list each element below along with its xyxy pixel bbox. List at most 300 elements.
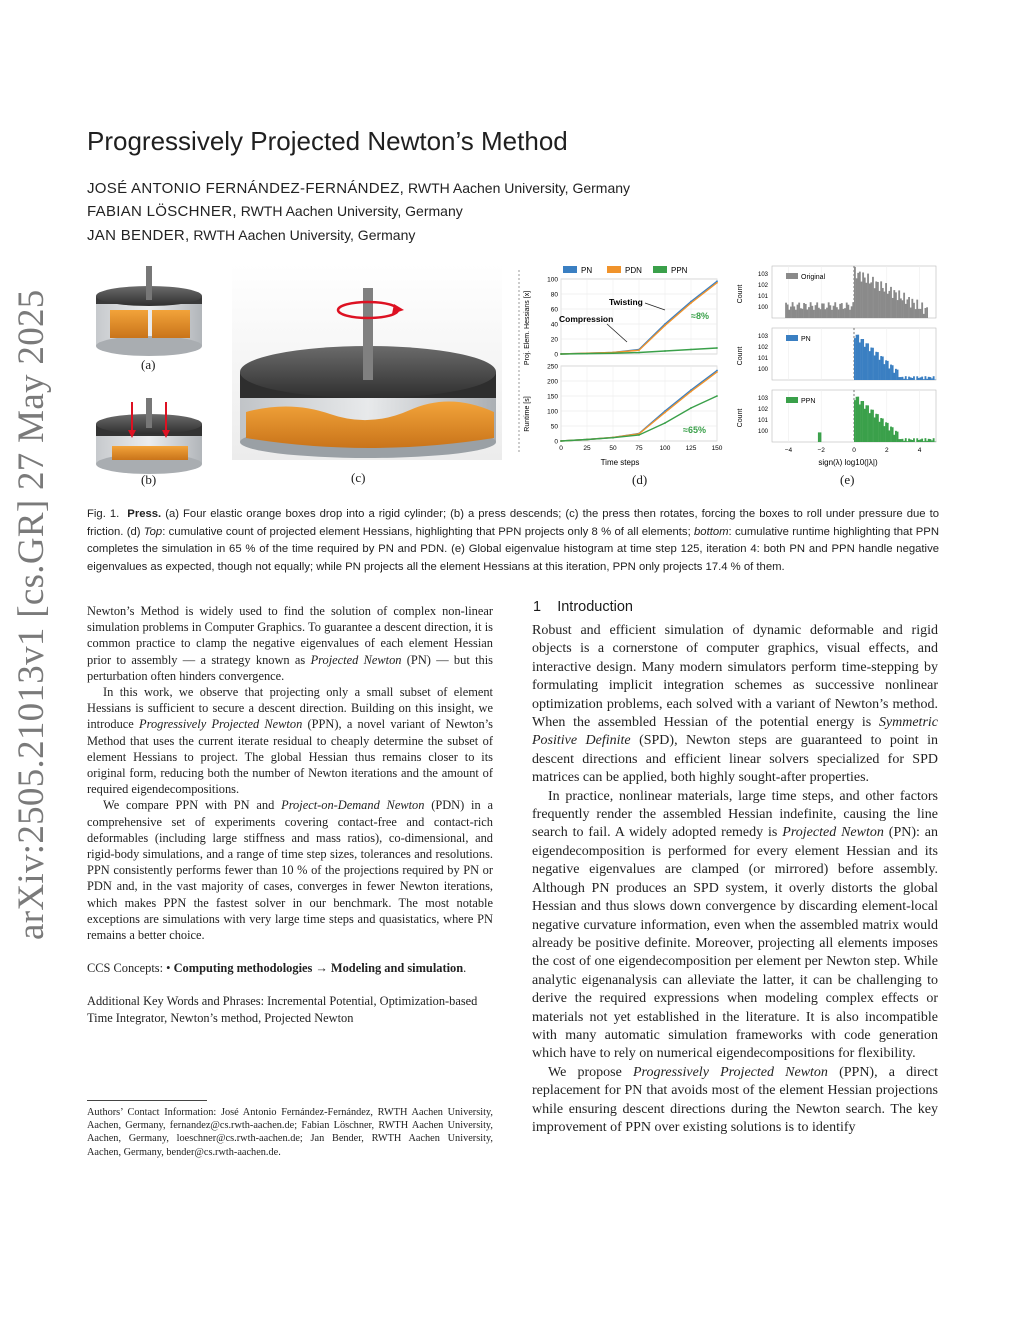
histogram-bar — [890, 427, 892, 442]
text: Newton’s Method is widely used to find the solution of complex non-linear simulation problems in Computer Graphics. To guarantee a descent direction, it is common practice to clamp the negative eigenvalues of each element Hessian prior to assembly — a strategy known as — [87, 604, 493, 667]
histogram-bar — [888, 368, 890, 380]
histogram-bar — [933, 438, 935, 442]
histogram-bar — [874, 355, 876, 380]
text: We compare PPN with PN and — [103, 798, 282, 813]
data-point-ppn — [612, 437, 614, 439]
histogram-bar — [916, 376, 918, 380]
histogram-bar — [798, 303, 800, 318]
y-tick-label: 103 — [757, 272, 768, 278]
y-tick-label: 20 — [550, 336, 558, 344]
histogram-bar — [857, 335, 859, 380]
histogram-bar — [810, 302, 812, 318]
histogram-bar — [915, 309, 917, 318]
histogram-bar — [854, 267, 856, 318]
y-tick-label: 101 — [757, 418, 768, 424]
x-tick-label: 2 — [884, 447, 889, 454]
histogram-bar — [865, 283, 867, 318]
caption-bottom: bottom — [694, 525, 729, 538]
histogram-bar — [921, 377, 923, 380]
histogram-bar — [892, 365, 894, 380]
y-tick-label: 100 — [757, 429, 768, 435]
section-number: 1 — [533, 599, 542, 615]
data-point-ppn — [612, 352, 614, 354]
histogram-bar — [805, 304, 807, 318]
author-name: JAN BENDER, — [87, 227, 190, 244]
section-title: Introduction — [557, 599, 633, 615]
histogram-bar — [923, 379, 925, 380]
y-axis-label: Count — [737, 408, 744, 428]
y-tick-label: 100 — [547, 408, 558, 416]
histogram-bar — [895, 431, 897, 442]
histogram-bar — [869, 413, 871, 442]
histogram-bar — [864, 347, 866, 380]
y-tick-label: 101 — [757, 356, 768, 362]
histogram-bar — [913, 376, 915, 380]
subfigure-label-c: (c) — [351, 470, 366, 485]
histogram-bar — [865, 343, 867, 380]
legend-label-pn: PN — [581, 266, 593, 275]
histogram-bar — [820, 432, 822, 442]
text: CCS Concepts: • — [87, 961, 171, 976]
histogram-bar — [818, 308, 820, 318]
histogram-bar — [910, 308, 912, 318]
histogram-bar — [923, 314, 925, 318]
chart-e — [734, 262, 940, 474]
y-axis-label: Count — [737, 284, 744, 304]
legend-swatch — [786, 335, 798, 341]
histogram-bar — [864, 278, 866, 318]
histogram-bar — [808, 307, 810, 318]
emphasis: Progressively Projected Newton — [139, 717, 303, 732]
histogram-bar — [833, 306, 835, 318]
annotation-twisting: Twisting — [609, 297, 643, 307]
histogram-bar — [887, 423, 889, 442]
histogram-bar — [885, 283, 887, 318]
histogram-bar — [803, 303, 805, 318]
legend-swatch-pdn — [607, 266, 621, 273]
histogram-bar — [888, 430, 890, 442]
footnote-rule — [87, 1100, 207, 1101]
legend-swatch — [786, 397, 798, 403]
histogram-bar — [879, 422, 881, 442]
histogram-bar — [893, 373, 895, 380]
y-tick-label: 103 — [757, 396, 768, 402]
histogram-bar — [918, 309, 920, 318]
histogram-bar — [890, 287, 892, 318]
chart-d — [515, 262, 727, 484]
caption-title: Press. — [127, 508, 162, 520]
data-point-pdn — [664, 325, 666, 327]
author-3 — [87, 227, 415, 244]
author-2 — [87, 203, 463, 220]
data-point-pdn — [690, 302, 692, 304]
chart-d-legend — [563, 266, 688, 275]
author-affiliation: RWTH Aachen University, Germany — [404, 180, 631, 196]
emphasis: Project-on-Demand Newton — [281, 798, 425, 813]
data-point-pdn — [716, 371, 718, 373]
histogram-bar — [906, 379, 908, 380]
histogram-bar — [874, 288, 876, 318]
render-a — [96, 266, 202, 356]
chart-e-panels — [737, 266, 936, 454]
histogram-bar — [846, 303, 848, 318]
figure-caption — [87, 506, 939, 576]
histogram-bar — [885, 360, 887, 380]
chart-d-xlabel: Time steps — [600, 458, 640, 467]
data-point-ppn — [690, 407, 692, 409]
y-tick-label: 102 — [757, 345, 768, 351]
histogram-bar — [898, 439, 900, 442]
histogram-bar — [875, 281, 877, 318]
text: (PPN), a novel variant of Newton’s Method that uses the current iterate residual to cheaply determine the subset of element Hessians to project. The global Hessian thus remains closer to its original form, reducing both the number of Newton iterations and the amount of required eigendecompositions. — [87, 717, 493, 797]
author-contact: Authors’ Contact Information: José Antonio Fernández-Fernández, RWTH Aachen University, Aachen, Germany, fernandez@cs.rwth-aachen.de; Fabian Löschner, RWTH Aachen University, Aachen, Germany, loeschner@cs.rwth-aachen.de; Jan Bender, RWTH Aachen University, Aachen, Germany, bender@cs.rwth-aachen.de. — [87, 1107, 493, 1158]
histogram-bar — [877, 414, 879, 442]
abstract-paragraph-3 — [87, 797, 493, 943]
histogram-bar — [913, 303, 915, 318]
histogram-bar — [916, 438, 918, 442]
chart-d-bottom-ylabel: Runtime [s] — [524, 396, 531, 432]
histogram-bar — [861, 282, 863, 318]
histogram-bar — [926, 379, 928, 380]
histogram-bar — [882, 356, 884, 380]
x-tick-label: −2 — [817, 447, 825, 454]
histogram-bar — [865, 405, 867, 442]
histogram-bar — [900, 377, 902, 380]
histogram-bar — [913, 438, 915, 442]
histogram-bar — [854, 338, 856, 380]
histogram-bar — [928, 439, 930, 442]
histogram-bar — [795, 310, 797, 318]
histogram-bar — [870, 348, 872, 380]
histogram-bar — [859, 272, 861, 318]
caption-part-2: : cumulative count of projected element Hessians, highlighting that PPN projects only 8 % of all elements; — [162, 525, 694, 538]
histogram-bar — [841, 303, 843, 318]
histogram-bar — [816, 302, 818, 318]
histogram-bar — [902, 439, 904, 442]
histogram-bar — [793, 306, 795, 318]
histogram-bar — [792, 302, 794, 318]
x-tick-label: 50 — [609, 445, 617, 452]
data-point-ppn — [560, 440, 562, 442]
histogram-bar — [921, 439, 923, 442]
legend-label: PN — [801, 336, 811, 343]
data-point-ppn — [638, 352, 640, 354]
legend-label: Original — [801, 274, 826, 281]
histogram-bar — [906, 441, 908, 442]
x-tick-label: 4 — [917, 447, 922, 454]
histogram-bar — [880, 356, 882, 380]
histogram-bar — [867, 343, 869, 380]
histogram-bar — [800, 308, 802, 318]
histogram-bar — [870, 410, 872, 442]
author-affiliation: RWTH Aachen University, Germany — [189, 227, 416, 243]
histogram-bar — [875, 352, 877, 380]
y-tick-label: 100 — [757, 305, 768, 311]
y-axis-label: Count — [737, 346, 744, 366]
legend-swatch-pn — [563, 266, 577, 273]
y-tick-label: 103 — [757, 334, 768, 340]
caption-part-1: (a) Four elastic orange boxes drop into a rigid cylinder; (b) a press descends; (c) the press then rotates, forcing the boxes to roll under pressure due to friction. (d) — [87, 508, 939, 538]
histogram-bar — [872, 348, 874, 380]
histogram-bar — [872, 277, 874, 318]
annotation-65-percent: ≈65% — [683, 425, 706, 435]
author-1 — [87, 180, 630, 197]
emphasis: Progressively Projected Newton — [632, 1064, 828, 1080]
data-point-ppn — [638, 434, 640, 436]
histogram-bar — [821, 303, 823, 318]
histogram-bar — [787, 304, 789, 318]
histogram-bar — [867, 274, 869, 318]
histogram-bar — [877, 282, 879, 318]
emphasis: Symmetric Positive Definite — [532, 715, 938, 749]
data-point-pdn — [638, 349, 640, 351]
text: Robust and efficient simulation of dynamic deformable and rigid objects is a cornerstone of computer graphics, visual effects, and interactive design. Many modern simulators perform time-stepping by formulating implicit integration schemes as successive nonlinear optimization problems, each solved with a variant of Newton’s method. When the assembled Hessian of the potential energy is — [532, 623, 938, 731]
histogram-bar — [885, 422, 887, 442]
histogram-bar — [925, 438, 927, 442]
histogram-bar — [818, 432, 820, 442]
histogram-bar — [788, 310, 790, 318]
histogram-bar — [882, 418, 884, 442]
histogram-bar — [920, 377, 922, 380]
histogram-bar — [834, 302, 836, 318]
text: (PPN), a direct replacement for PN that avoids most of the element Hessian projections while ensuring descent directions during the Newton search. The key improvement of PPN over existing solutions is to identify — [532, 1064, 939, 1135]
data-point-ppn — [586, 439, 588, 441]
y-tick-label: 150 — [547, 393, 558, 401]
y-tick-label: 250 — [547, 363, 558, 371]
data-point-ppn — [586, 353, 588, 355]
intro-paragraph-1 — [532, 622, 938, 788]
subfigure-label-b: (b) — [141, 472, 157, 487]
histogram-bar — [859, 404, 861, 442]
render-c — [232, 264, 502, 460]
histogram-bar — [908, 377, 910, 380]
histogram-bar — [928, 377, 930, 380]
x-tick-label: 0 — [852, 447, 856, 454]
histogram-bar — [911, 378, 913, 380]
histogram-bar — [839, 304, 841, 318]
abstract-paragraph-1 — [87, 603, 493, 684]
histogram-bar — [884, 364, 886, 380]
histogram-bar — [862, 339, 864, 380]
histogram-bar — [824, 309, 826, 318]
histogram-bar — [869, 351, 871, 380]
histogram-bar — [898, 290, 900, 318]
histogram-bar — [900, 298, 902, 318]
histogram-bar — [859, 342, 861, 380]
histogram-bar — [797, 305, 799, 318]
histogram-bar — [829, 305, 831, 318]
x-tick-label: 0 — [559, 445, 563, 452]
histogram-bar — [893, 435, 895, 442]
text: (PN): an eigendecomposition is performed for every element Hessian and its negative eigenvalues are clamped (or mirrored) before assembly. Although PN produces an SPD system, it overly distorts the global Hessian and thus slows down convergence by discarding element-local negative curvature information, even when the assembled matrix would already be positive definite. Moreover, projecting all elements imposes the cost of one eigendecomposition per element per Newton step. While analytic eigenanalysis can alleviate the latter, it can be challenging to derive the required expressions when modeling complex effects or materials not yet established in the literature. It is also incompatible with many automatic simulation frameworks with code generation which have to rely on numerical eigendecompositions for flexibility. — [532, 825, 939, 1062]
histogram-bar — [903, 379, 905, 380]
histogram-bar — [923, 441, 925, 442]
histogram-bar — [802, 309, 804, 318]
histogram-bar — [887, 361, 889, 380]
histogram-bar — [847, 305, 849, 318]
intro-paragraph-3 — [532, 1064, 938, 1138]
histogram-bar — [813, 310, 815, 318]
histogram-bar — [806, 309, 808, 318]
histogram-bar — [867, 405, 869, 442]
histogram-bar — [879, 291, 881, 318]
y-tick-label: 102 — [757, 283, 768, 289]
emphasis: Projected Newton — [310, 652, 402, 667]
text: . — [463, 961, 467, 976]
data-point-ppn — [716, 347, 718, 349]
histogram-bar — [905, 438, 907, 442]
histogram-bar — [902, 377, 904, 380]
histogram-bar — [852, 302, 854, 318]
histogram-bar — [916, 300, 918, 318]
histogram-bar — [897, 370, 899, 380]
y-tick-label: 101 — [757, 294, 768, 300]
x-tick-label: 75 — [635, 445, 643, 452]
histogram-bar — [820, 309, 822, 318]
subfigure-label-a: (a) — [141, 357, 156, 372]
histogram-bar — [929, 439, 931, 442]
histogram-bar — [897, 432, 899, 442]
text: We propose — [548, 1064, 633, 1080]
histogram-bar — [897, 300, 899, 318]
abstract-paragraph-2 — [87, 684, 493, 797]
histogram-bar — [920, 309, 922, 318]
data-point-ppn — [664, 422, 666, 424]
histogram-bar — [828, 302, 830, 318]
histogram-bar — [875, 414, 877, 442]
histogram-bar — [861, 401, 863, 442]
histogram-bar — [908, 439, 910, 442]
x-tick-label: 150 — [711, 445, 723, 452]
histogram-bar — [926, 307, 928, 318]
histogram-bar — [849, 310, 851, 318]
histogram-bar — [862, 272, 864, 318]
data-point-ppn — [560, 353, 562, 355]
author-affiliation: RWTH Aachen University, Germany — [236, 203, 463, 219]
histogram-bar — [931, 378, 933, 380]
legend-swatch-ppn — [653, 266, 667, 273]
histogram-bar — [856, 278, 858, 318]
histogram-bar — [856, 397, 858, 442]
histogram-bar — [900, 439, 902, 442]
histogram-bar — [874, 417, 876, 442]
histogram-bar — [790, 307, 792, 318]
histogram-bar — [905, 376, 907, 380]
text: (SPD), Newton steps are guaranteed to point in descent directions and efficient linear solvers specialized for SPD matrices can be applied, both highly sought-after properties. — [532, 733, 938, 786]
histogram-bar — [926, 441, 928, 442]
emphasis: Projected Newton — [782, 825, 884, 841]
histogram-bar — [826, 308, 828, 318]
histogram-bar — [857, 397, 859, 442]
histogram-bar — [892, 298, 894, 318]
figure-renders — [90, 262, 510, 494]
x-tick-label: 125 — [685, 445, 697, 452]
histogram-bar — [918, 378, 920, 380]
histogram-bar — [862, 401, 864, 442]
histogram-bar — [836, 307, 838, 318]
histogram-bar — [911, 299, 913, 318]
data-point-ppn — [716, 395, 718, 397]
data-point-pdn — [690, 391, 692, 393]
render-b — [96, 398, 202, 474]
data-point-ppn — [664, 350, 666, 352]
legend-label-pdn: PDN — [625, 266, 642, 275]
histogram-bar — [893, 290, 895, 318]
text: In practice, nonlinear materials, large time steps, and other factors frequently render the assembled Hessian indefinite, causing the line search to fail. A widely adopted remedy is — [532, 788, 938, 841]
keywords: Additional Key Words and Phrases: Incremental Potential, Optimization-based Time Integrator, Newton’s method, Projected Newton — [87, 994, 478, 1025]
histogram-bar — [872, 410, 874, 442]
intro-paragraph-2 — [532, 788, 938, 1064]
histogram-bar — [856, 335, 858, 380]
y-tick-label: 0 — [554, 351, 558, 359]
histogram-bar — [811, 306, 813, 318]
ccs-concepts — [87, 960, 493, 976]
text: (PN) — but this perturbation often hinders convergence. — [87, 652, 493, 683]
y-tick-label: 102 — [757, 407, 768, 413]
introduction — [532, 622, 938, 1137]
histogram-bar — [861, 339, 863, 380]
subfigure-label-e: (e) — [840, 472, 855, 487]
histogram-bar — [895, 369, 897, 380]
histogram-bar — [882, 288, 884, 318]
histogram-bar — [921, 302, 923, 318]
histogram-bar — [831, 310, 833, 318]
y-tick-label: 100 — [757, 367, 768, 373]
caption-top: Top — [143, 525, 163, 538]
author-name: JOSÉ ANTONIO FERNÁNDEZ-FERNÁNDEZ, — [87, 180, 405, 197]
histogram-bar — [870, 282, 872, 318]
histogram-bar — [903, 293, 905, 318]
histogram-bar — [887, 294, 889, 318]
histogram-bar — [918, 440, 920, 442]
histogram-bar — [869, 283, 871, 318]
histogram-bar — [903, 441, 905, 442]
chart-d-top-ylabel: Proj. Elem. Hessians [x] — [524, 290, 531, 366]
annotation-8-percent: ≈8% — [691, 311, 709, 321]
histogram-bar — [864, 409, 866, 442]
histogram-bar — [911, 440, 913, 442]
histogram-bar — [838, 309, 840, 318]
y-tick-label: 50 — [550, 423, 558, 431]
histogram-bar — [925, 308, 927, 318]
data-point-ppn — [690, 349, 692, 351]
legend-swatch — [786, 273, 798, 279]
histogram-bar — [929, 377, 931, 380]
histogram-bar — [785, 303, 787, 318]
histogram-bar — [880, 281, 882, 318]
caption-part-3: : cumulative runtime highlighting that PPN completes the simulation in 65 % of the time required by PN and PDN. (e) Global eigenvalue histogram at time step 125, iteration 4: both PN and PPN handle negative eigenvalues as expected, though not equally; while PN projects all the element Hessians at this iteration, PPN only projects 17.4 % of them. — [87, 525, 939, 573]
subfigure-label-d: (d) — [632, 472, 648, 487]
y-tick-label: 80 — [550, 291, 558, 299]
histogram-bar — [844, 308, 846, 318]
histogram-bar — [902, 300, 904, 318]
histogram-bar — [851, 306, 853, 318]
histogram-bar — [888, 291, 890, 318]
arxiv-identifier: arXiv:2505.21013v1 [cs.GR] 27 May 2025 — [11, 289, 52, 940]
histogram-bar — [815, 305, 817, 318]
paper-title: Progressively Projected Newton’s Method — [87, 126, 568, 156]
histogram-bar — [854, 400, 856, 442]
histogram-bar — [823, 304, 825, 318]
x-tick-label: −4 — [784, 447, 793, 454]
y-tick-label: 60 — [550, 306, 558, 314]
histogram-bar — [857, 273, 859, 318]
histogram-bar — [925, 376, 927, 380]
histogram-bar — [879, 360, 881, 380]
legend-label: PPN — [801, 398, 816, 405]
y-tick-label: 100 — [547, 276, 558, 284]
histogram-bar — [905, 304, 907, 318]
